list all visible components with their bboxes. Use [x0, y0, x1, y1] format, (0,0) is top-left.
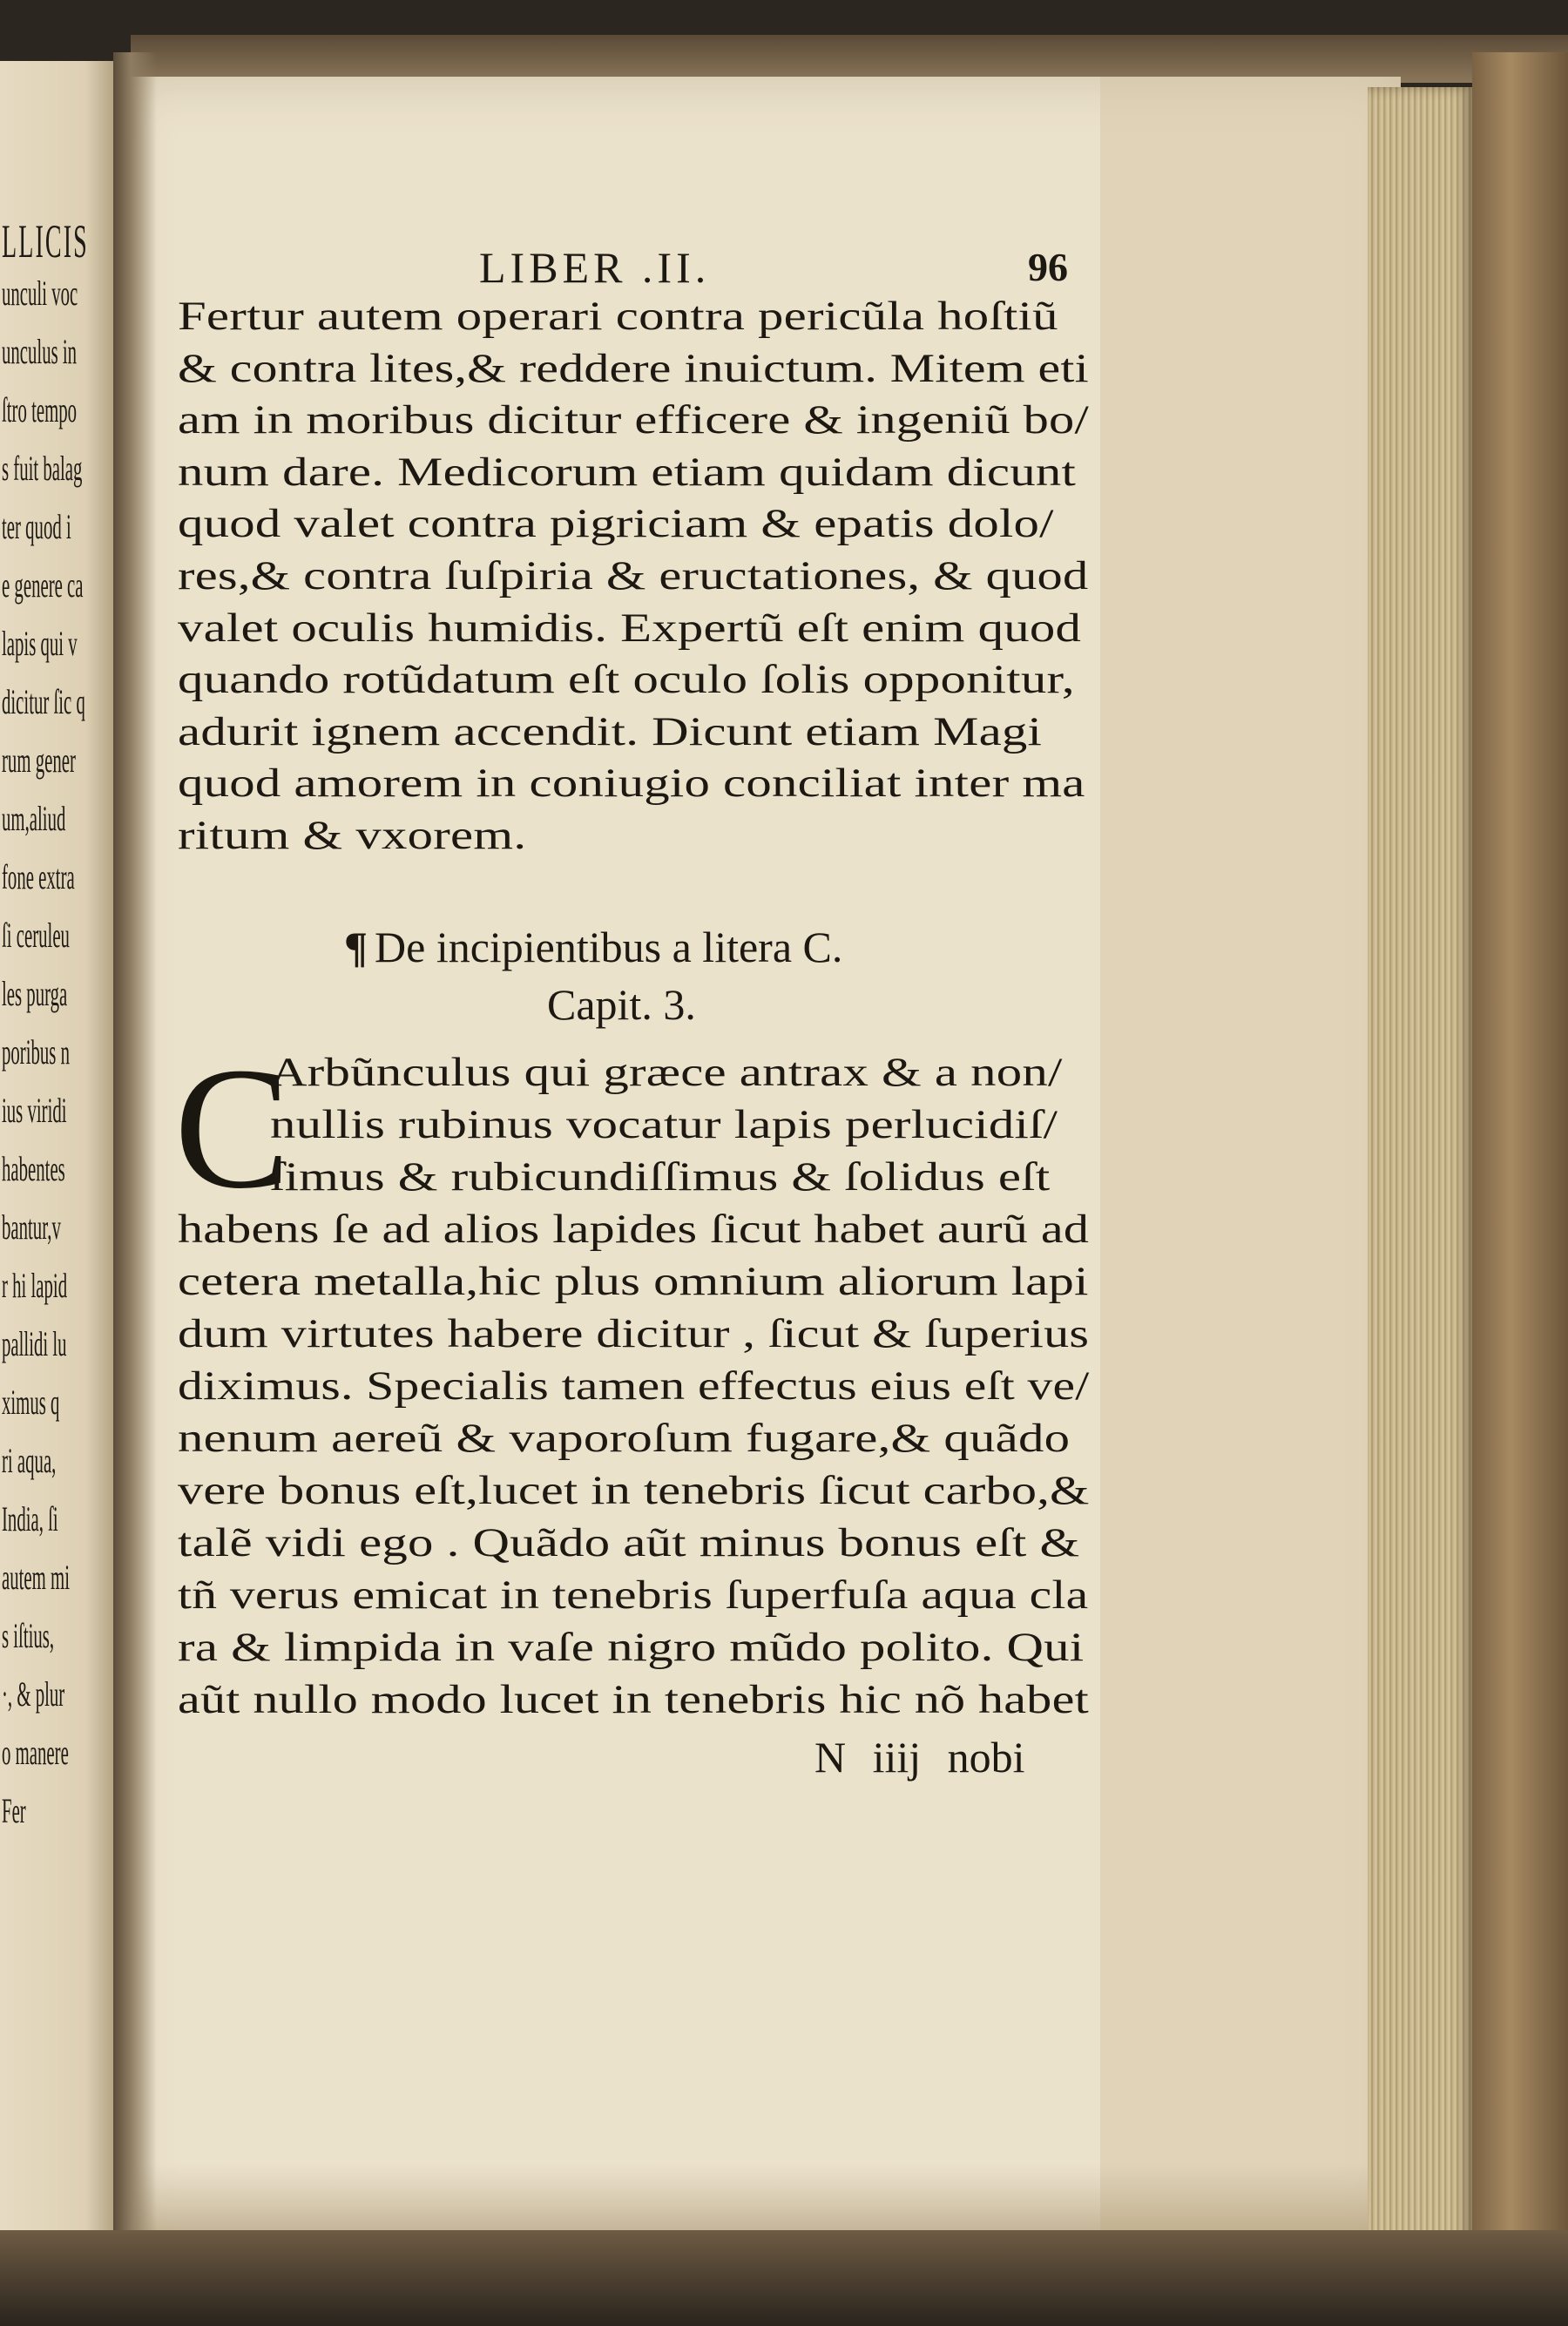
left-page-line: dicitur ſic q [2, 682, 85, 721]
left-page-line: unculi voc [2, 274, 78, 313]
left-page-line: poribus n [2, 1032, 70, 1072]
text-line: adurit ignem accendit. Dicunt etiam Magi [178, 708, 1043, 754]
chapter-heading [344, 925, 842, 969]
left-page-line: ſtro tempo [2, 390, 78, 429]
text-line: nenum aereũ & vaporoſum fugare,& quãdo [178, 1416, 1071, 1461]
text-line: ſimus & rubicundiſſimus & ſolidus eſt [270, 1154, 1051, 1200]
text-line: diximus. Specialis tamen effectus eius eſt ve/ [178, 1363, 1090, 1409]
text-line: nullis rubinus vocatur lapis perlucidiſ/ [270, 1102, 1058, 1147]
left-page-line: fone extra [2, 857, 75, 896]
left-page-line: habentes [2, 1149, 65, 1188]
text-line: num dare. Medicorum etiam quidam dicunt [178, 449, 1077, 495]
text-line: & contra lites,& reddere inuictum. Mitem eti [178, 345, 1089, 391]
text-line: cetera metalla,hic plus omnium aliorum lapi [178, 1259, 1089, 1304]
left-page-line: ter quod i [2, 507, 71, 546]
text-line: ritum & vxorem. [178, 813, 527, 858]
text-line: quod valet contra pigriciam & epatis dolo/ [178, 501, 1054, 547]
text-line: res,& contra ſuſpiria & eructationes, & quod [178, 553, 1089, 598]
text-line: quando rotũdatum eſt oculo ſolis opponitur, [178, 657, 1075, 703]
left-page-line: Fer [2, 1791, 26, 1830]
text-line: Fertur autem operari contra pericũla hoſtiũ [178, 294, 1058, 339]
left-page-line: o manere [2, 1733, 69, 1772]
left-page-line: lapis qui v [2, 624, 78, 663]
left-page-line: unculus in [2, 332, 78, 371]
text-line: dum virtutes habere dicitur , ſicut & ſuperius [178, 1311, 1090, 1356]
book-cover-right [1472, 52, 1568, 2300]
book-cover-bottom [0, 2230, 1568, 2326]
left-page-line: s fuit balag [2, 449, 83, 488]
text-line: tñ verus emicat in tenebris ſuperfuſa aqua cla [178, 1572, 1089, 1618]
drop-cap: C [174, 1032, 291, 1225]
book-cover-top [131, 35, 1568, 83]
left-page-line: e genere ca [2, 565, 84, 605]
left-page-line: rum gener [2, 740, 76, 780]
left-page-line: India, ſi [2, 1499, 58, 1538]
text-line: aũt nullo modo lucet in tenebris hic nõ habet [178, 1677, 1089, 1722]
left-page-line: les purga [2, 974, 68, 1013]
left-page-line: ius viridi [2, 1091, 67, 1130]
chapter-number: Capit. 3. [547, 980, 696, 1029]
left-page-line: pallidi lu [2, 1324, 67, 1363]
left-page [0, 61, 122, 2256]
text-line: talẽ vidi ego . Quãdo aũt minus bonus eſt & [178, 1520, 1080, 1565]
left-page-line: LLICIS [2, 215, 89, 267]
page-bottom-shade [120, 2163, 1401, 2233]
text-line: quod amorem in coniugio conciliat inter ma [178, 761, 1085, 807]
chapter-heading-text: De incipientibus a litera C. [375, 923, 843, 971]
left-page-line: autem mi [2, 1558, 70, 1597]
text-line: Arbũnculus qui græce antrax & a non/ [270, 1050, 1063, 1095]
text-line: ra & limpida in vaſe nigro mũdo polito. Qui [178, 1625, 1085, 1670]
page-edges [1368, 87, 1472, 2248]
text-line: vere bonus eſt,lucet in tenebris ſicut carbo,& [178, 1468, 1090, 1513]
signature-mark: N iiij nobi [814, 1733, 1025, 1782]
folio-number: 96 [1028, 245, 1068, 289]
left-page-line: ri aqua, [2, 1441, 57, 1480]
left-page-line: um,aliud [2, 799, 66, 838]
left-page-line: ·, & plur [2, 1674, 65, 1714]
left-page-line: ſi ceruleu [2, 916, 70, 955]
running-head: LIBER .II. [479, 243, 711, 292]
gutter-shadow [113, 52, 157, 2274]
left-page-line: ximus q [2, 1383, 60, 1422]
left-page-line: r hi lapid [2, 1266, 68, 1305]
left-page-line: s iſtius, [2, 1616, 55, 1655]
text-line: am in moribus dicitur efficere & ingeniũ bo/ [178, 397, 1089, 443]
text-line: habens ſe ad alios lapides ſicut habet aurũ ad [178, 1207, 1090, 1252]
page-tint-overlay [1100, 77, 1401, 2233]
left-page-line: bantur,v [2, 1207, 61, 1247]
text-line: valet oculis humidis. Expertũ eſt enim quod [178, 605, 1082, 651]
pilcrow-icon: ¶ [344, 923, 368, 971]
